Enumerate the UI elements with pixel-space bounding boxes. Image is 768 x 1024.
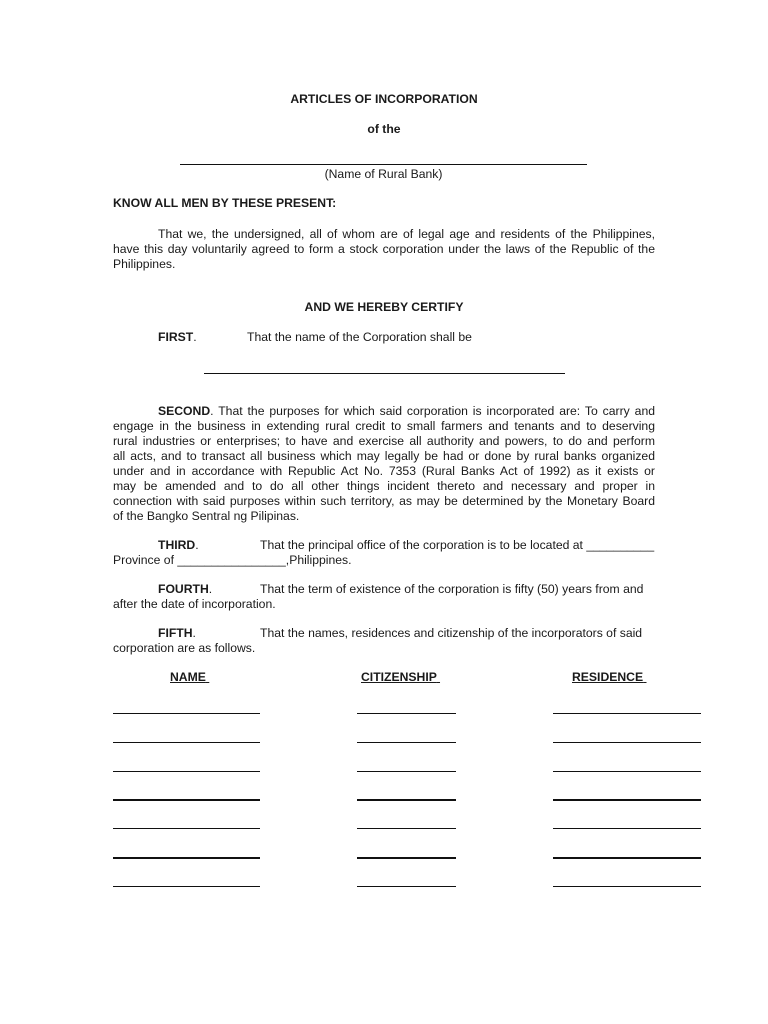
third-line1: That the principal office of the corporation is to be located at __________ bbox=[260, 538, 655, 552]
column-header-citizenship: CITIZENSHIP bbox=[361, 670, 437, 684]
first-text: That the name of the Corporation shall be bbox=[247, 330, 472, 344]
residence-blank bbox=[553, 886, 701, 887]
second-line: under and in accordance with Republic Act No. 7353 (Rural Banks Act of 1992) as it exists or bbox=[113, 464, 655, 478]
intro-line: Philippines. bbox=[113, 257, 176, 271]
column-header-name: NAME bbox=[170, 670, 206, 684]
residence-blank bbox=[553, 828, 701, 829]
third-label: THIRD. bbox=[158, 538, 199, 552]
document-subtitle: of the bbox=[367, 122, 401, 136]
bank-name-blank bbox=[180, 164, 587, 165]
second-line: engage in the business in extending rural credit to small farmers and tenants and to deserving bbox=[113, 419, 655, 433]
citizenship-blank bbox=[357, 713, 456, 714]
residence-blank bbox=[553, 857, 701, 859]
first-label: FIRST. bbox=[158, 330, 197, 344]
name-blank bbox=[113, 713, 260, 714]
residence-blank bbox=[553, 799, 701, 801]
citizenship-blank bbox=[357, 828, 456, 829]
name-blank bbox=[113, 771, 260, 772]
intro-line: have this day voluntarily agreed to form a stock corporation under the laws of the Republic of the bbox=[113, 242, 655, 256]
second-line: SECOND. That the purposes for which said corporation is incorporated are: To carry and bbox=[158, 404, 655, 418]
second-line: all acts, and to transact all business which may legally be had or done by rural banks organized bbox=[113, 449, 655, 463]
residence-blank bbox=[553, 713, 701, 714]
intro-line: That we, the undersigned, all of whom are of legal age and residents of the Philippines, bbox=[158, 227, 655, 241]
fourth-line2: after the date of incorporation. bbox=[113, 597, 276, 611]
column-header-residence: RESIDENCE bbox=[572, 670, 644, 684]
salutation: KNOW ALL MEN BY THESE PRESENT: bbox=[113, 196, 337, 210]
name-blank bbox=[113, 857, 260, 859]
residence-blank bbox=[553, 771, 701, 772]
citizenship-blank bbox=[357, 799, 456, 801]
fifth-line2: corporation are as follows. bbox=[113, 641, 256, 655]
second-label: SECOND bbox=[158, 404, 211, 418]
intro-paragraph bbox=[113, 227, 655, 272]
name-blank bbox=[113, 742, 260, 743]
second-line: may be amended and to do all other things incident thereto and necessary and proper in bbox=[113, 479, 655, 493]
second-line: rural industries or enterprises; to have and exercise all authority and powers, to do and perform bbox=[113, 434, 655, 448]
name-blank bbox=[113, 799, 260, 801]
document-title: ARTICLES OF INCORPORATION bbox=[290, 92, 478, 106]
bank-name-caption: (Name of Rural Bank) bbox=[324, 167, 443, 181]
fifth-line1: That the names, residences and citizenship of the incorporators of said bbox=[260, 626, 643, 640]
name-blank bbox=[113, 886, 260, 887]
third-line2: Province of ________________,Philippines. bbox=[113, 553, 352, 567]
citizenship-blank bbox=[357, 857, 456, 859]
citizenship-blank bbox=[357, 886, 456, 887]
certify-heading: AND WE HEREBY CERTIFY bbox=[304, 300, 464, 314]
name-blank bbox=[113, 828, 260, 829]
citizenship-blank bbox=[357, 771, 456, 772]
corporation-name-blank bbox=[204, 373, 565, 374]
second-paragraph bbox=[113, 404, 655, 524]
fourth-line1: That the term of existence of the corporation is fifty (50) years from and bbox=[260, 582, 644, 596]
fifth-label: FIFTH. bbox=[158, 626, 196, 640]
second-line: of the Bangko Sentral ng Pilipinas. bbox=[113, 509, 300, 523]
second-line: connection with said purposes within such territory, as may be determined by the Monetary Board bbox=[113, 494, 655, 508]
citizenship-blank bbox=[357, 742, 456, 743]
fourth-label: FOURTH. bbox=[158, 582, 213, 596]
residence-blank bbox=[553, 742, 701, 743]
